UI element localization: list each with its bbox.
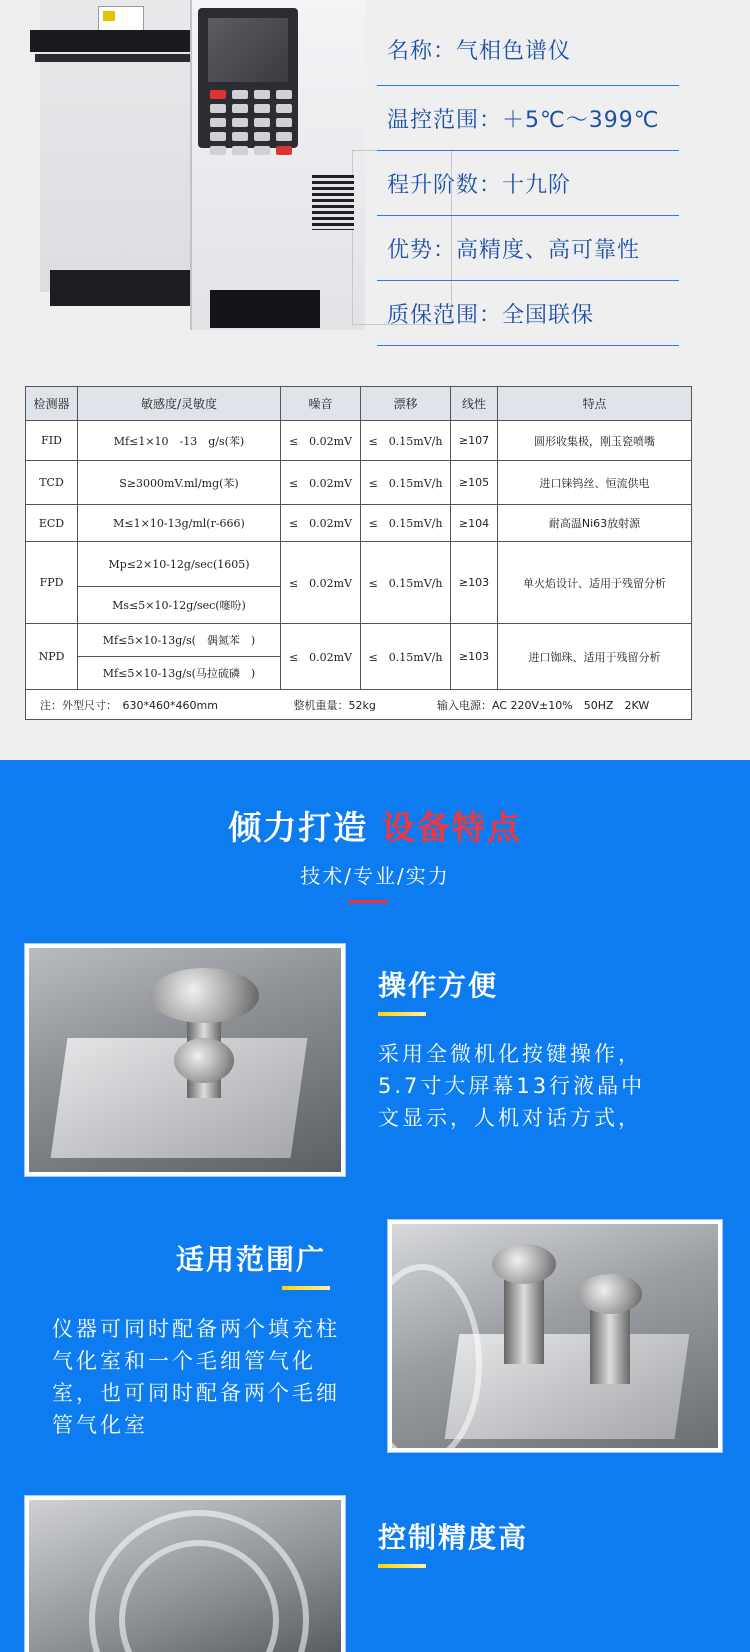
power-note: 输入电源：AC 220V±10% 50HZ 2KW [437, 698, 650, 712]
table-row [26, 542, 692, 587]
control-panel [190, 0, 365, 330]
feature-cell: 进口铼钨丝、恒流供电 [498, 461, 692, 505]
feature-text: 仪器可同时配备两个填充柱气化室和一个毛细管气化室，也可同时配备两个毛细管气化室 [52, 1317, 340, 1437]
noise-cell: ≤ 0.02mV [281, 461, 361, 505]
gas-chromatograph-image [30, 0, 375, 340]
detector-cell: ECD [26, 505, 78, 542]
linearity-cell: ≥103 [451, 542, 498, 624]
feature-cell: 耐高温Ni63放射源 [498, 505, 692, 542]
header-cell: 检测器 [26, 387, 78, 421]
spec-temperature: 温控范围：＋5℃～399℃ [377, 86, 679, 151]
table-row [26, 624, 692, 657]
spec-advantage: 优势：高精度、高可靠性 [377, 216, 679, 281]
noise-cell: ≤ 0.02mV [281, 542, 361, 624]
spec-list [377, 0, 679, 346]
drift-cell: ≤ 0.15mV/h [361, 421, 451, 461]
header-cell: 噪音 [281, 387, 361, 421]
feature-title: 操作方便 [378, 969, 499, 1002]
dimension-note: 注：外型尺寸： 630*460*460mm [40, 698, 218, 712]
sensitivity-cell: Mf≤5×10-13g/s(马拉硫磷 ) [78, 657, 281, 690]
weight-note: 整机重量：52kg [293, 698, 376, 712]
linearity-cell: ≥107 [451, 421, 498, 461]
column-oven-photo [25, 1496, 345, 1652]
spec-warranty: 质保范围：全国联保 [377, 281, 679, 346]
noise-cell: ≤ 0.02mV [281, 421, 361, 461]
vent-grille [312, 175, 354, 230]
sensitivity-cell: Mf≤1×10 -13 g/s(苯) [78, 421, 281, 461]
feature-title: 适用范围广 [176, 1243, 327, 1276]
header-cell: 敏感度/灵敏度 [78, 387, 281, 421]
spec-ramp-stages: 程升阶数：十九阶 [377, 151, 679, 216]
table-row [26, 461, 692, 505]
spec-section [0, 0, 750, 798]
feature-cell: 单火焰设计、适用于残留分析 [498, 542, 692, 624]
feature-section [0, 760, 750, 1652]
detector-cell: FID [26, 421, 78, 461]
feature-text: 采用全微机化按键操作，5.7寸大屏幕13行液晶中文显示，人机对话方式， [378, 1042, 646, 1130]
linearity-cell: ≥105 [451, 461, 498, 505]
drift-cell: ≤ 0.15mV/h [361, 542, 451, 624]
detector-table [25, 386, 692, 720]
feature-accent-bar [282, 1286, 330, 1290]
noise-cell: ≤ 0.02mV [281, 505, 361, 542]
drift-cell: ≤ 0.15mV/h [361, 505, 451, 542]
table-footer-row [26, 690, 692, 720]
feature-accent-bar [378, 1012, 426, 1016]
detector-cell: FPD [26, 542, 78, 624]
title-divider [348, 900, 388, 903]
table-row [26, 505, 692, 542]
feature-cell: 圆形收集极，刚玉瓷喷嘴 [498, 421, 692, 461]
lcd-screen [208, 18, 288, 82]
section-title: 倾力打造 设备特点 [228, 808, 522, 847]
section-subtitle: 技术/专业/实力 [300, 864, 450, 888]
feature-accent-bar [378, 1564, 426, 1568]
header-cell: 漂移 [361, 387, 451, 421]
header-cell: 线性 [451, 387, 498, 421]
linearity-cell: ≥104 [451, 505, 498, 542]
detector-cell: TCD [26, 461, 78, 505]
feature-title: 控制精度高 [378, 1521, 529, 1554]
linearity-cell: ≥103 [451, 624, 498, 690]
table-row [26, 421, 692, 461]
noise-cell: ≤ 0.02mV [281, 624, 361, 690]
drift-cell: ≤ 0.15mV/h [361, 461, 451, 505]
injector-photo [25, 944, 345, 1176]
sensitivity-cell: M≤1×10-13g/ml(r-666) [78, 505, 281, 542]
drift-cell: ≤ 0.15mV/h [361, 624, 451, 690]
sensitivity-cell: Mp≤2×10-12g/sec(1605) [78, 542, 281, 587]
detector-cell: NPD [26, 624, 78, 690]
spec-name: 名称：气相色谱仪 [377, 0, 679, 86]
table-header-row [26, 387, 692, 421]
sensitivity-cell: S≥3000mV.ml/mg(苯) [78, 461, 281, 505]
feature-cell: 进口铷珠、适用于残留分析 [498, 624, 692, 690]
keypad [210, 90, 290, 155]
vaporization-chamber-photo [388, 1220, 722, 1452]
sensitivity-cell: Mf≤5×10-13g/s( 偶氮苯 ) [78, 624, 281, 657]
header-cell: 特点 [498, 387, 692, 421]
sensitivity-cell: Ms≤5×10-12g/sec(噻吩) [78, 587, 281, 624]
